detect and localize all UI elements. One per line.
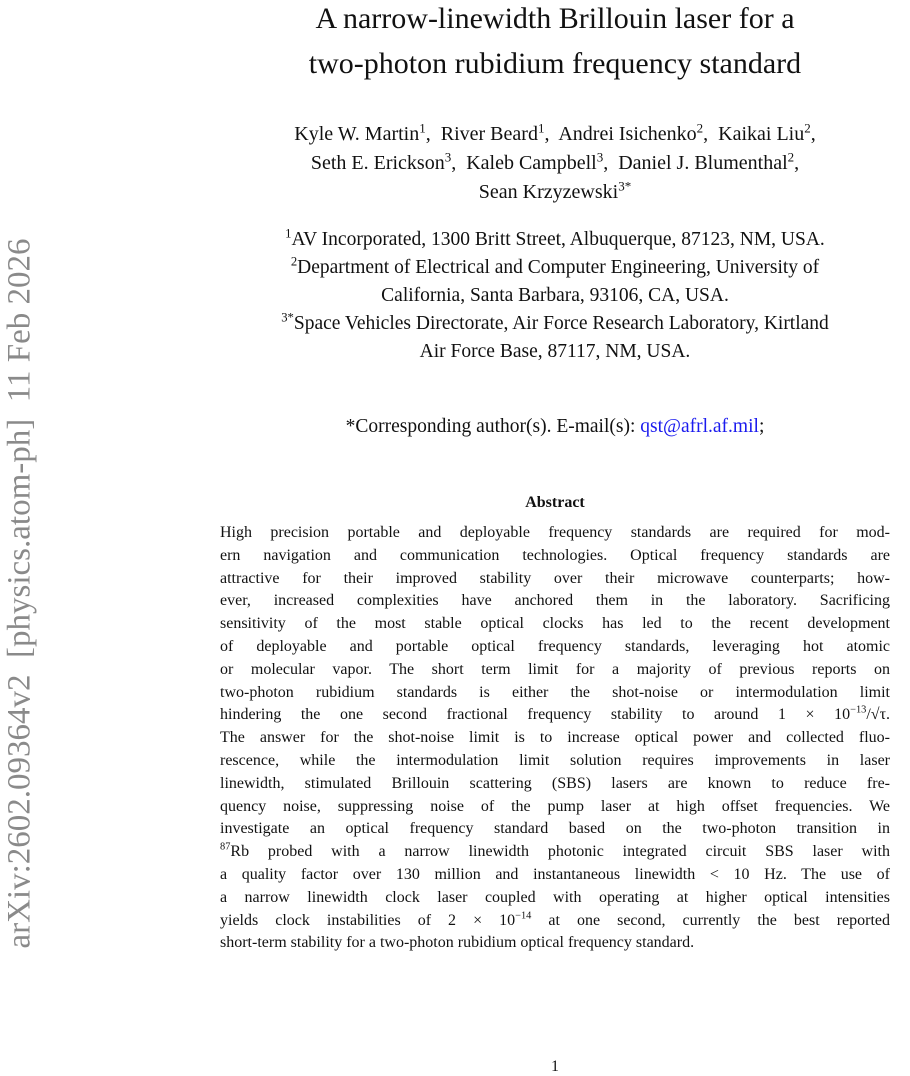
author: Daniel J. Blumenthal$^2$, — [618, 149, 800, 174]
affiliation: $^{3*}$Space Vehicles Directorate, Air Force Research Laboratory, Kirtland Air Force Base, 87117, NM, USA. — [281, 310, 829, 362]
author-list — [190, 120, 910, 207]
abstract-line: ever, increased complexities have anchored them in the laboratory. Sacrificing — [220, 592, 890, 610]
abstract-line: quency noise, suppressing noise of the pump laser at high offset frequencies. We — [220, 797, 890, 815]
abstract-line: $^{87}$Rb probed with a narrow linewidth photonic integrated circuit SBS laser with — [220, 841, 890, 861]
abstract-line: ern navigation and communication technologies. Optical frequency standards are — [220, 546, 890, 564]
title-line: A narrow-linewidth Brillouin laser for a — [315, 2, 795, 35]
author: Seth E. Erickson$^3$, — [310, 149, 457, 174]
abstract-line: sensitivity of the most stable optical clocks has led to the recent development — [220, 615, 890, 633]
abstract-line: hindering the one second fractional frequency stability to around $1 \times 10^{-13}/√\tau$. — [220, 705, 890, 724]
abstract-line: The answer for the shot-noise limit is to increase optical power and collected fluo- — [220, 729, 890, 747]
author: River Beard$^1$, — [440, 120, 550, 145]
email-link[interactable]: qst@afrl.af.mil — [640, 416, 759, 437]
abstract-line: yields clock instabilities of $2 \times 10^{-14}$ at one second, currently the best reported — [220, 910, 890, 929]
abstract-line: of deployable and portable optical frequency standards, leveraging hot atomic — [220, 637, 890, 655]
abstract-line: linewidth, stimulated Brillouin scattering (SBS) lasers are known to reduce fre- — [220, 774, 890, 792]
abstract-body — [220, 522, 890, 955]
title-line: two-photon rubidium frequency standard — [308, 47, 802, 80]
abstract-line: two-photon rubidium standards is either the shot-noise or intermodulation limit — [220, 683, 890, 701]
abstract-line: a narrow linewidth clock laser coupled with operating at higher optical intensities — [220, 888, 890, 906]
paper-title — [190, 0, 910, 86]
abstract-line: attractive for their improved stability over their microwave counterparts; how- — [220, 569, 890, 587]
abstract-line: short-term stability for a two-photon rubidium optical frequency standard. — [220, 934, 695, 952]
author: Andrei Isichenko$^2$, — [558, 120, 709, 145]
abstract-line: or molecular vapor. The short term limit for a majority of previous reports on — [220, 660, 890, 678]
page-number: 1 — [551, 1058, 559, 1075]
abstract-line: a quality factor over 130 million and instantaneous linewidth < 10 Hz. The use of — [220, 865, 890, 883]
abstract-line: rescence, while the intermodulation limit solution requires improvements in laser — [220, 751, 890, 769]
abstract-line: investigate an optical frequency standard based on the two-photon transition in — [220, 820, 890, 838]
affiliations — [190, 226, 910, 366]
author: Sean Krzyzewski$^{3*}$ — [478, 178, 632, 203]
arxiv-stamp: arXiv:2602.09364v2 [physics.atom-ph] 11 Feb 2026 — [1, 238, 38, 949]
affiliation: $^1$AV Incorporated, 1300 Britt Street, Albuquerque, 87123, NM, USA. — [285, 226, 825, 250]
author: Kaikai Liu$^2$, — [718, 120, 816, 145]
abstract-line: High precision portable and deployable frequency standards are required for mod- — [220, 524, 890, 541]
abstract-heading: Abstract — [525, 494, 585, 511]
author: Kaleb Campbell$^3$, — [466, 149, 609, 174]
affiliation: $^2$Department of Electrical and Computer Engineering, University of California, Santa Barbara, 93106, CA, USA. — [290, 254, 820, 306]
author: Kyle W. Martin$^1$, — [294, 120, 431, 145]
corresponding-author: *Corresponding author(s). E-mail(s): qst@afrl.af.mil; — [345, 416, 765, 437]
